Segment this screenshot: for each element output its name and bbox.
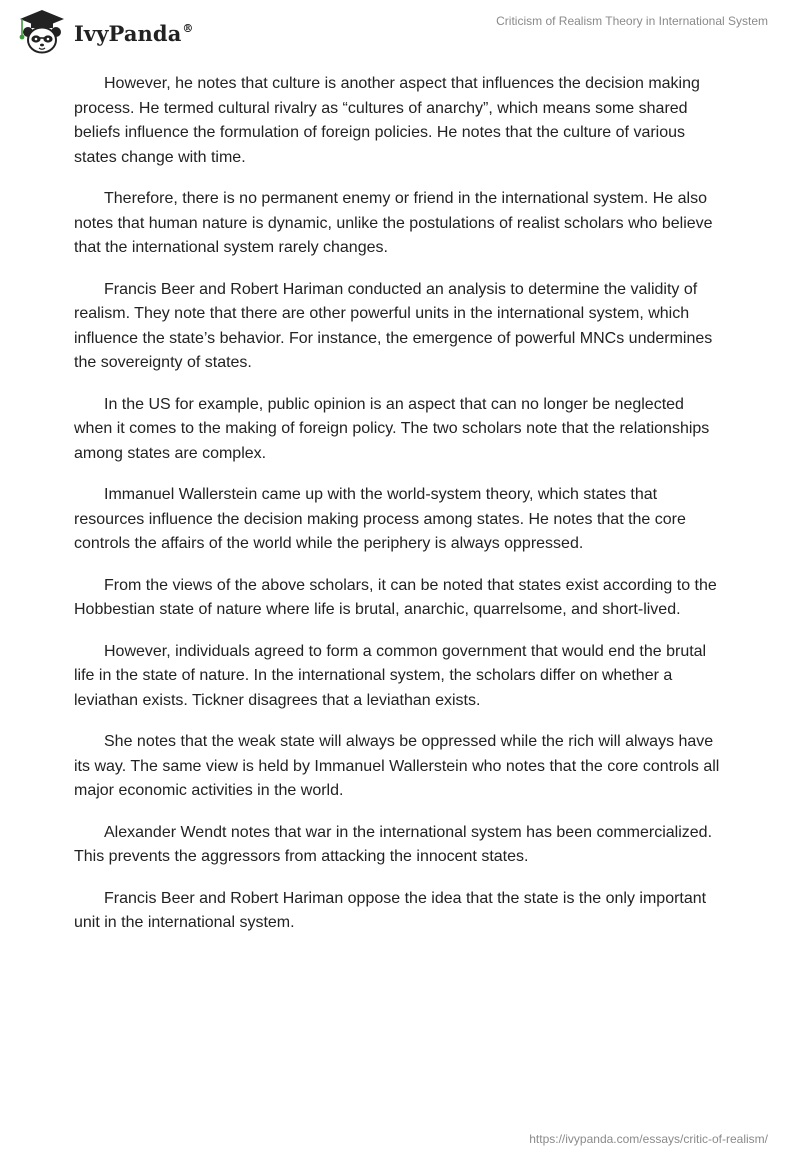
paragraph: She notes that the weak state will always be oppressed while the rich will always have its way. The same view is held by Immanuel Wallerstein who notes that the core controls all major economic activities in the world. — [74, 733, 720, 799]
registered-mark: ® — [182, 21, 194, 35]
paragraph: In the US for example, public opinion is an aspect that can no longer be neglected when it comes to the making of foreign policy. The two scholars note that the relationships among states are complex. — [74, 395, 710, 462]
page-header — [0, 0, 800, 70]
logo-text: IvyPanda® — [74, 20, 194, 46]
paragraph: Therefore, there is no permanent enemy or friend in the international system. He also notes that human nature is dynamic, unlike the postulations of realist scholars who believe that the international system rarely changes. — [74, 190, 713, 256]
document-title: Criticism of Realism Theory in International System — [496, 14, 768, 28]
paragraph: From the views of the above scholars, it can be noted that states exist according to the Hobbestian state of nature where life is brutal, anarchic, quarrelsome, and short-lived. — [74, 576, 717, 618]
essay-body — [74, 72, 726, 953]
paragraph: Francis Beer and Robert Hariman oppose the idea that the state is the only important unit in the international system. — [74, 889, 707, 931]
panda-graduate-icon — [14, 8, 70, 56]
paragraph: However, individuals agreed to form a common government that would end the brutal life in the state of nature. In the international system, the scholars differ on whether a leviathan exists. Tickner disagrees that a leviathan exists. — [74, 642, 707, 709]
paragraph: However, he notes that culture is another aspect that influences the decision making process. He termed cultural rivalry as “cultures of anarchy”, which means some shared beliefs influence the formulation of foreign policies. He notes that the culture of various states change with time. — [74, 75, 700, 166]
paragraph: Alexander Wendt notes that war in the international system has been commercialized. This prevents the aggressors from attacking the innocent states. — [74, 823, 713, 865]
paragraph: Immanuel Wallerstein came up with the world-system theory, which states that resources influence the decision making process among states. He notes that the core controls the affairs of the world while the periphery is always oppressed. — [74, 486, 686, 552]
paragraph: Francis Beer and Robert Hariman conducted an analysis to determine the validity of realism. They note that there are other powerful units in the international system, which influence the state’s behavior. For instance, the emergence of powerful MNCs undermines the sovereignty of states. — [74, 280, 713, 371]
source-url[interactable]: https://ivypanda.com/essays/critic-of-realism/ — [529, 1132, 768, 1146]
ivypanda-logo[interactable] — [14, 8, 194, 56]
